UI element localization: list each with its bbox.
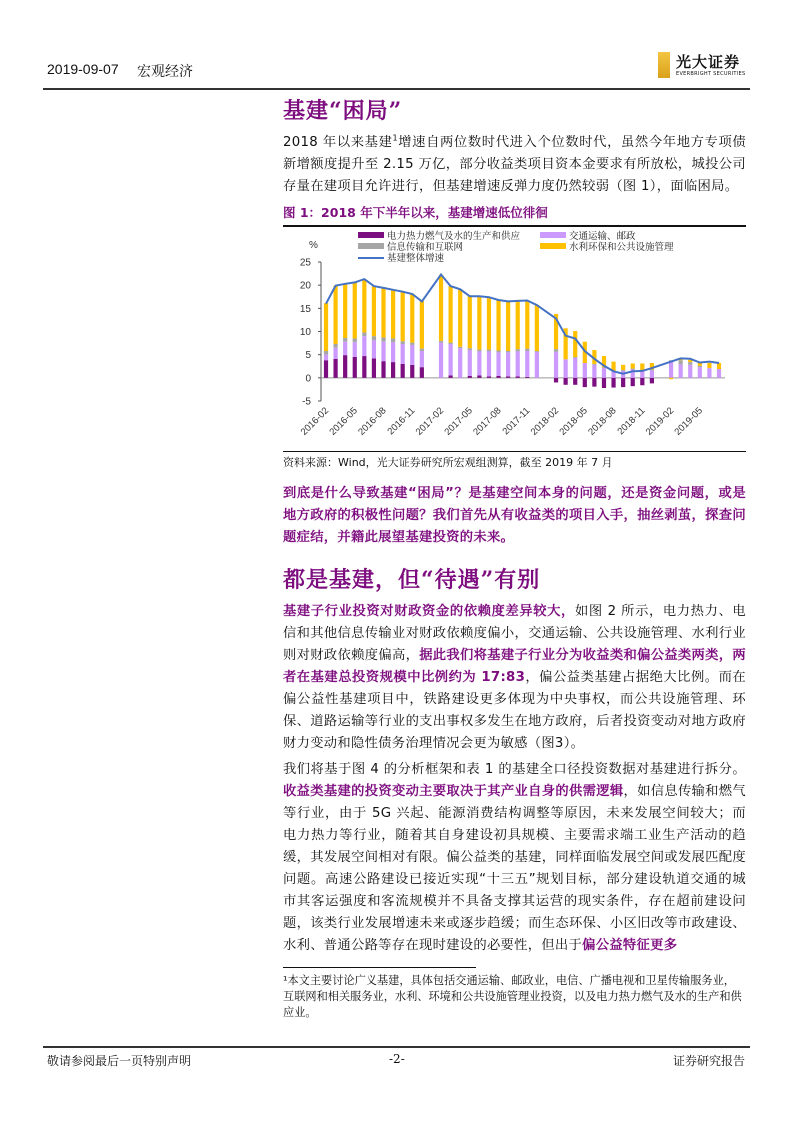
bar-segment (679, 364, 683, 377)
bar-segment (477, 351, 481, 375)
y-tick-label: 5 (305, 350, 311, 362)
bar-segment (362, 356, 366, 378)
bar-segment (583, 378, 587, 387)
bar-segment (679, 360, 683, 364)
bar-segment (381, 288, 385, 337)
bar-segment (449, 376, 453, 378)
bar-segment (640, 378, 644, 385)
x-tick-label: 2016-08 (356, 405, 389, 438)
legend-label: 水利环保和公共设施管理 (569, 242, 674, 253)
bar-segment (381, 361, 385, 378)
bar-segment (439, 343, 443, 378)
key-question: 到底是什么导致基建“困局”？是基建空间本身的问题，还是资金问题，或是地方政府的积极性问题？我们首先从有收益类的项目入手，抽丝剥茧，探查问题症结，并籍此展望基建投资的未来。 (283, 486, 746, 545)
x-tick-label: 2016-05 (327, 405, 360, 438)
bar-segment (516, 351, 520, 376)
bar-segment (458, 289, 462, 346)
bar-segment (573, 331, 577, 357)
bar-segment (564, 378, 568, 385)
bar-segment (554, 378, 558, 383)
bar-segment (458, 348, 462, 378)
bar-segment (372, 358, 376, 377)
bar-segment (324, 355, 328, 361)
bar-segment (564, 359, 568, 378)
bar-segment (516, 301, 520, 349)
bar-segment (669, 361, 673, 378)
bar-segment (650, 378, 654, 384)
footnote-divider (283, 967, 476, 968)
bar-segment (506, 301, 510, 351)
legend-swatch (358, 232, 384, 238)
bar-segment (468, 350, 472, 376)
bar-segment (324, 303, 328, 351)
bar-segment (621, 365, 625, 370)
bar-segment (496, 376, 500, 378)
text: ，如信息传输和燃气等行业，由于 5G 兴起、能源消费结构调整等原因，未来发展空间较大；而电力热力等行业，随着其自身建设初具规模、主要需求端工业生产活动的趋缓，其发展空间相对有限。偏公益类的基建，同样面临发展空间或发展匹配度问题。高速公路建设已接近实现“十三五”规划目标，部分建设轨道交通的城市其客运强度和客流规模并不具备支撑其运营的现实条件，存在超前建设问题，该类行业发展增速未来或逐步趋缓；而生态环保、小区旧改等市政建设、水利、普通公路等存在现时建设的必要性，但出于 (283, 784, 747, 953)
text: 如图 2 所示，电力热力、电信和其他信息传输业对财政依赖度偏小，交通运输、公共设施管理、水利行业则对财政依赖度偏高， (283, 604, 746, 663)
bar-segment (573, 378, 577, 385)
bar-segment (372, 336, 376, 340)
bar-segment (516, 349, 520, 351)
bar-segment (516, 376, 520, 377)
bar-segment (573, 358, 577, 378)
figure-caption: 图 1：2018 年下半年以来，基建增速低位徘徊 (283, 205, 548, 220)
bar-segment (420, 301, 424, 349)
bar-segment (535, 351, 539, 352)
bar-segment (333, 286, 337, 344)
bar-segment (650, 369, 654, 370)
x-tick-label: 2017-02 (413, 405, 447, 438)
bar-segment (401, 344, 405, 364)
bar-segment (410, 345, 414, 365)
bar-segment (496, 300, 500, 351)
bar-segment (525, 351, 529, 377)
bar-segment (592, 365, 596, 378)
logo-subtext: EVERBRIGHT SECURITIES (676, 71, 746, 77)
bar-segment (391, 362, 395, 378)
footnote-ref[interactable]: 1 (392, 133, 398, 143)
bar-segment (381, 342, 385, 361)
bar-segment (640, 363, 644, 370)
bar-segment (650, 370, 654, 377)
bar-segment (506, 351, 510, 352)
bar-segment (717, 369, 721, 378)
bar-segment (333, 344, 337, 348)
bar-segment (439, 275, 443, 341)
legend-label: 交通运输、邮政 (569, 231, 636, 242)
bar-segment (420, 349, 424, 351)
bar-segment (621, 370, 625, 371)
bar-segment (698, 366, 702, 367)
bar-segment (707, 368, 711, 378)
bar-segment (631, 369, 635, 370)
bar-segment (621, 378, 625, 387)
bar-segment (343, 355, 347, 378)
bar-segment (391, 338, 395, 342)
x-tick-label: 2016-02 (298, 405, 332, 438)
bar-segment (506, 352, 510, 376)
x-tick-label: 2017-11 (500, 405, 533, 438)
bar-segment (410, 343, 414, 345)
section-title-2: 都是基建，但“待遇”有别 (283, 567, 541, 593)
bar-segment (458, 347, 462, 348)
bar-segment (611, 378, 615, 388)
bar-segment (602, 378, 606, 388)
intro-paragraph (283, 132, 746, 198)
text: 我们将基于图 4 的分析框架和表 1 的基建全口径投资数据对基建进行拆分。 (283, 762, 746, 777)
y-axis-unit: % (309, 240, 318, 251)
figure-bottom-rule (283, 451, 746, 452)
bar-segment (343, 284, 347, 338)
bar-segment (525, 349, 529, 351)
bar-segment (554, 352, 558, 378)
bar-segment (372, 340, 376, 358)
bar-segment (362, 332, 366, 336)
y-tick-label: 15 (299, 303, 311, 315)
bar-segment (401, 341, 405, 344)
paragraph-dependency (283, 601, 746, 755)
y-tick-label: 0 (305, 373, 311, 385)
bar-segment (592, 378, 596, 387)
logo-text: 光大证券 (676, 53, 741, 71)
x-tick-label: 2018-08 (586, 405, 619, 438)
bar-segment (573, 357, 577, 358)
logo-mark-icon (658, 52, 670, 78)
bar-segment (343, 338, 347, 342)
bar-segment (362, 336, 366, 356)
bar-segment (391, 290, 395, 339)
bar-segment (449, 343, 453, 344)
bar-segment (717, 363, 721, 369)
bar-segment (401, 364, 405, 378)
bar-segment (669, 378, 673, 379)
figure-source: 资料来源：Wind，光大证券研究所宏观组测算，截至 2019 年 7 月 (283, 456, 613, 469)
footnote: ¹本文主要讨论广义基建，具体包括交通运输、邮政业，电信、广播电视和卫星传输服务业，互联网和相关服务业，水利、环境和公共设施管理业投资，以及电力热力燃气及水的生产和供应业。 (283, 974, 742, 1019)
x-tick-label: 2018-05 (557, 405, 590, 438)
legend-label: 基建整体增速 (387, 253, 445, 264)
text: 增速自两位数时代进入个位数时代，虽然今年地方专项债新增额度提升至 2.15 万亿，部分收益类项目资本金要求有所放松，城投公司存量在建项目允许进行，但基建增速反弹力度仍然较弱（图 1），面临困局。 (283, 135, 746, 194)
bar-segment (410, 294, 414, 343)
text: 偏公益特征更多 (582, 938, 678, 953)
bar-segment (688, 362, 692, 365)
bar-segment (631, 363, 635, 368)
legend-swatch (540, 243, 566, 249)
bar-segment (640, 371, 644, 377)
bar-segment (439, 341, 443, 343)
bar-segment (353, 357, 357, 378)
bar-segment (353, 282, 357, 338)
legend-label: 电力热力燃气及水的生产和供应 (387, 231, 521, 242)
bar-segment (333, 348, 337, 359)
y-tick-label: -5 (302, 396, 311, 408)
bar-segment (353, 342, 357, 357)
footer-divider (43, 1046, 750, 1048)
bar-segment (449, 344, 453, 376)
bar-segment (487, 297, 491, 349)
bar-segment (535, 352, 539, 378)
bar-segment (333, 359, 337, 378)
bar-segment (353, 338, 357, 342)
bar-segment (554, 349, 558, 352)
bar-segment (583, 363, 587, 378)
x-tick-label: 2017-05 (442, 405, 475, 438)
y-tick-label: 10 (299, 327, 311, 338)
x-tick-label: 2018-11 (615, 405, 648, 438)
bar-segment (487, 350, 491, 352)
bar-segment (496, 352, 500, 376)
x-tick-label: 2016-11 (385, 405, 418, 438)
x-tick-label: 2017-08 (471, 405, 504, 438)
text: 据此我们将基建子行业分为收益类和偏公益类两类，两者在基建总投资规模中比例约为 17:83 (283, 648, 747, 685)
bar-segment (324, 360, 328, 378)
footer-disclaimer: 敬请参阅最后一页特别声明 (47, 1054, 192, 1068)
x-tick-label: 2019-02 (643, 405, 677, 438)
y-tick-label: 25 (299, 257, 311, 269)
main-column (283, 96, 746, 1021)
bar-segment (592, 364, 596, 365)
bar-segment (391, 342, 395, 362)
bar-segment (688, 365, 692, 378)
bar-segment (449, 286, 453, 343)
bar-segment (477, 350, 481, 352)
bar-segment (707, 363, 711, 368)
text: 基建子行业投资对财政资金的依赖度差异较大， (283, 604, 575, 619)
bar-segment (401, 292, 405, 341)
bar-segment (381, 338, 385, 342)
bar-segment (410, 365, 414, 378)
paragraph-split (283, 759, 746, 957)
bar-segment (477, 296, 481, 350)
bar-segment (420, 367, 424, 378)
bar-segment (631, 378, 635, 386)
footer-report-type: 证券研究报告 (673, 1054, 746, 1068)
bar-segment (602, 368, 606, 378)
report-section: 宏观经济 (137, 64, 193, 80)
bar-segment (468, 348, 472, 350)
bar-segment (496, 350, 500, 352)
infrastructure-growth-chart (283, 227, 746, 451)
bar-segment (468, 376, 472, 378)
section-title-1: 基建“困局” (283, 98, 403, 124)
text: 2018 年以来基建 (283, 135, 393, 150)
bar-segment (525, 377, 529, 378)
bar-segment (506, 376, 510, 377)
company-logo (658, 50, 748, 82)
legend-swatch (358, 243, 384, 249)
text: ，偏公益类基建占据绝大比例。而在偏公益性基建项目中，铁路建设更多体现为中央事权，而公共设施管理、环保、道路运输等行业的支出事权多发生在地方政府，后者投资变动对地方政府财力变动和隐性债务治理情况会更为敏感（图3）。 (283, 670, 746, 751)
bar-segment (343, 342, 347, 355)
bar-segment (477, 376, 481, 378)
y-tick-label: 20 (299, 280, 311, 292)
header-divider (43, 88, 750, 90)
bar-segment (324, 351, 328, 355)
legend-swatch (540, 232, 566, 238)
report-date: 2019-09-07 (47, 61, 119, 77)
legend-label: 信息传输和互联网 (387, 242, 464, 253)
bar-segment (362, 279, 366, 332)
text: 收益类基建的投资变动主要取决于其产业自身的供需逻辑 (283, 784, 624, 799)
bar-segment (468, 295, 472, 348)
x-tick-label: 2019-05 (672, 405, 705, 438)
x-tick-label: 2018-02 (528, 405, 562, 438)
bar-segment (535, 305, 539, 351)
page-number: -2- (389, 1052, 405, 1066)
bar-segment (372, 286, 376, 336)
bar-segment (487, 376, 491, 377)
bar-segment (420, 351, 424, 367)
bar-segment (525, 300, 529, 348)
bar-segment (698, 367, 702, 378)
bar-segment (487, 351, 491, 376)
